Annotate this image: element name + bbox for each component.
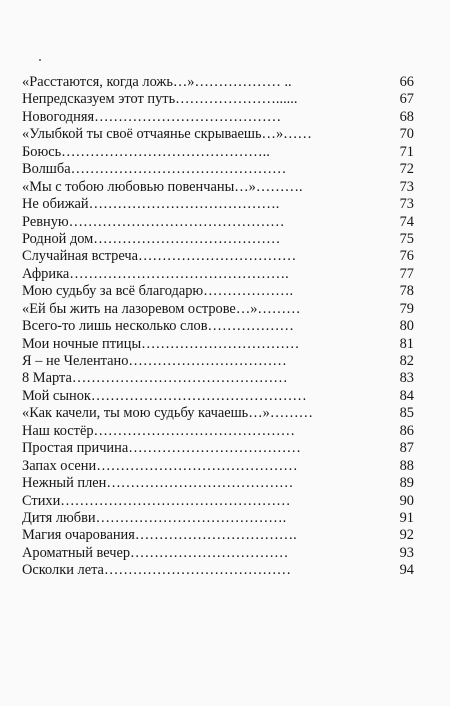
toc-entry-page-number: 79 (399, 300, 414, 317)
toc-entry (22, 562, 414, 579)
toc-entry (22, 196, 414, 213)
toc-entry-title: 8 Марта……………………………………… (22, 370, 288, 387)
toc-entry-title: Волшба……………………………………… (22, 161, 287, 178)
toc-entry-page-number: 83 (399, 370, 414, 387)
toc-entry-title: Боюсь…………………………………….. (22, 143, 270, 160)
toc-entry-title: Дитя любви…………………………………. (22, 509, 287, 526)
toc-entry (22, 109, 414, 126)
toc-entry-title: Новогодняя………………………………… (22, 108, 282, 125)
toc-entry (22, 126, 414, 143)
toc-entry (22, 248, 414, 265)
toc-entry-page-number: 67 (399, 91, 414, 108)
toc-entry-page-number: 84 (399, 387, 414, 404)
toc-entry-title: Ревную……………………………………… (22, 213, 285, 230)
toc-entry (22, 336, 414, 353)
toc-entry (22, 510, 414, 527)
toc-entry (22, 144, 414, 161)
toc-entry-page-number: 72 (399, 161, 414, 178)
toc-entry (22, 370, 414, 387)
toc-entry-title: Наш костёр…………………………………… (22, 422, 296, 439)
toc-entry-title: «Ей бы жить на лазоревом острове…»……… (22, 300, 301, 317)
toc-entry-title: Случайная встреча…………………………… (22, 248, 297, 265)
toc-entry (22, 545, 414, 562)
toc-entry (22, 301, 414, 318)
toc-entry (22, 475, 414, 492)
toc-entry-page-number: 87 (399, 440, 414, 457)
toc-entry-page-number: 71 (399, 143, 414, 160)
toc-entry-page-number: 73 (399, 178, 414, 195)
toc-entry-title: Нежный плен………………………………… (22, 475, 294, 492)
toc-entry-page-number: 94 (399, 562, 414, 579)
toc-entry (22, 91, 414, 108)
toc-entry-title: Мой сынок……………………………………… (22, 387, 307, 404)
toc-entry (22, 318, 414, 335)
toc-entry (22, 353, 414, 370)
toc-entry-title: «Как качели, ты мою судьбу качаешь…»……… (22, 405, 314, 422)
toc-entry (22, 231, 414, 248)
toc-entry-page-number: 82 (399, 353, 414, 369)
toc-entry-page-number: 74 (399, 213, 414, 230)
toc-entry-title: «Улыбкой ты своё отчаянье скрываешь…»…… (22, 126, 312, 143)
toc-entry-title: Стихи………………………………………… (22, 492, 291, 509)
toc-entry-page-number: 77 (399, 265, 414, 282)
toc-entry-title: Ароматный вечер…………………………… (22, 544, 289, 561)
toc-entry (22, 214, 414, 231)
toc-entry-page-number: 89 (399, 475, 414, 492)
toc-entry-title: Непредсказуем этот путь…………………...... (22, 91, 298, 108)
toc-entry (22, 388, 414, 405)
toc-entry (22, 423, 414, 440)
toc-entry (22, 493, 414, 510)
toc-entry-title: «Расстаются, когда ложь…»……………… .. (22, 74, 292, 90)
toc-entry (22, 266, 414, 283)
toc-entry-title: Мои ночные птицы…………………………… (22, 335, 300, 352)
toc-entry-page-number: 78 (399, 283, 414, 300)
toc-entry-page-number: 90 (399, 492, 414, 509)
toc-entry-page-number: 88 (399, 457, 414, 474)
toc-entry-title: Магия очарования……………………………. (22, 527, 297, 544)
toc-entry-title: Осколки лета………………………………… (22, 562, 292, 579)
toc-entry-title: Всего-то лишь несколько слов……………… (22, 318, 294, 335)
toc-entry (22, 179, 414, 196)
toc-entry-page-number: 91 (399, 509, 414, 526)
toc-entry-page-number: 85 (399, 405, 414, 422)
toc-entry (22, 405, 414, 422)
toc-entry (22, 527, 414, 544)
toc-entry-title: «Мы с тобою любовью повенчаны…»………. (22, 178, 303, 195)
table-of-contents (22, 74, 414, 580)
toc-entry-page-number: 76 (399, 248, 414, 265)
toc-entry-title: Мою судьбу за всё благодарю………………. (22, 283, 294, 300)
toc-entry-page-number: 66 (399, 74, 414, 90)
toc-entry-title: Не обижай…………………………………. (22, 196, 280, 213)
toc-entry (22, 161, 414, 178)
toc-entry-page-number: 81 (399, 335, 414, 352)
toc-entry-title: Африка………………………………………. (22, 265, 289, 282)
toc-entry (22, 440, 414, 457)
toc-entry-title: Простая причина……………………………… (22, 440, 301, 457)
toc-entry (22, 74, 414, 91)
print-speck (39, 59, 41, 61)
toc-entry-page-number: 93 (399, 544, 414, 561)
toc-entry-page-number: 80 (399, 318, 414, 335)
toc-entry-page-number: 68 (399, 108, 414, 125)
toc-entry-page-number: 86 (399, 422, 414, 439)
toc-entry-page-number: 75 (399, 230, 414, 247)
toc-entry-title: Я – не Челентано…………………………… (22, 353, 287, 369)
toc-entry-page-number: 73 (399, 196, 414, 213)
toc-entry-page-number: 92 (399, 527, 414, 544)
toc-entry (22, 283, 414, 300)
toc-entry-page-number: 70 (399, 126, 414, 143)
toc-entry-title: Родной дом………………………………… (22, 230, 281, 247)
toc-entry (22, 458, 414, 475)
toc-entry-title: Запах осени…………………………………… (22, 457, 298, 474)
